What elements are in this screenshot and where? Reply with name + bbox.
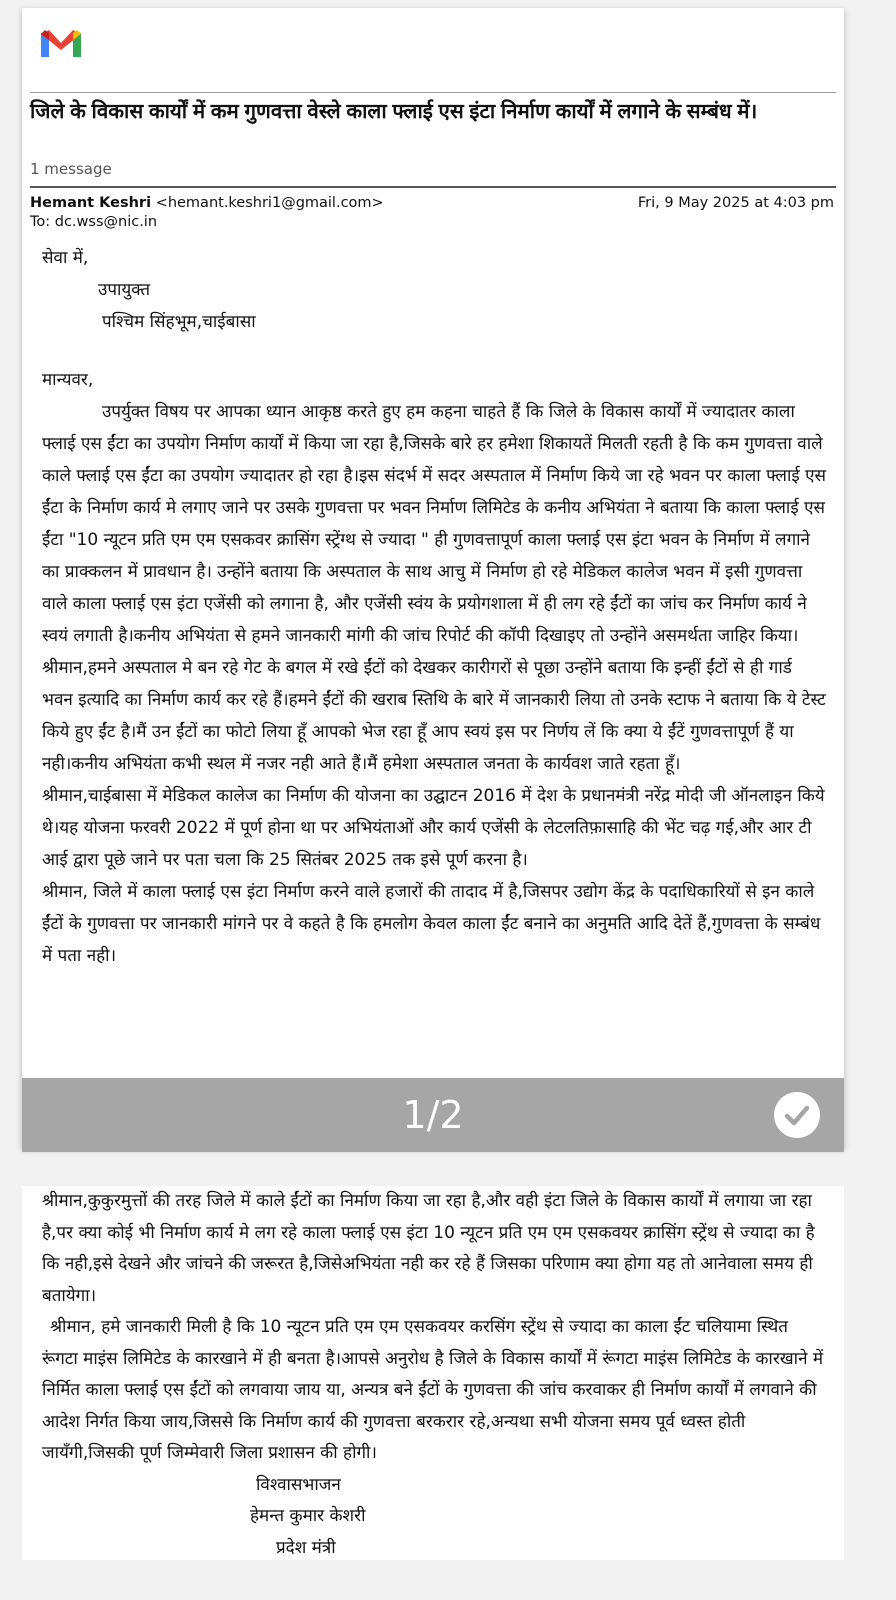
paragraph-3: श्रीमान,चाईबासा में मेडिकल कालेज का निर्माण की योजना का उद्घाटन 2016 में देश के प्रधानमंत्री नरेंद्र मोदी जी ऑनलाइन किये थे।यह योजना फरवरी 2022 में पूर्ण होना था पर अभियंताओं और कार्य एजेंसी के लेटलतिफ़ासाहि की भेंट चढ़ गई,और आर टी आई द्वारा पूछे जाने पर पता चला कि 25 सितंबर 2025 तक इसे पूर्ण करना है।: [42, 786, 825, 870]
closing: विश्वासभाजन: [256, 1474, 341, 1495]
greeting: मान्यवर,: [42, 370, 94, 390]
header-divider: [30, 92, 836, 93]
document-page-1: [22, 8, 844, 1148]
signer-name: हेमन्त कुमार केशरी: [250, 1506, 366, 1526]
paragraph-2: श्रीमान,हमने अस्पताल मे बन रहे गेट के बगल में रखे ईंटों को देखकर कारीगरों से पूछा उन्होंने बताया कि इन्हीं ईंटों से ही गार्ड भवन इत्यादि का निर्माण कार्य कर रहे हैं।हमने ईंटों की खराब स्तिथि के बारे में जानकारी लिया तो उनके स्टाफ ने बताया कि ये टेस्ट किये हुए ईंट है।मैं उन ईंटों का फोटो लिया हूँ आपको भेज रहा हूँ आप स्वयं इस पर निर्णय लें कि क्या ये ईंटें गुणवत्तापूर्ण हैं या नही।कनीय अभियंता कभी स्थल में नजर नही आते हैं।मैं हमेशा अस्पताल जनता के कार्यवश जाते रहता हूँ।: [42, 658, 826, 774]
page-indicator: 1/2: [402, 1093, 464, 1137]
paragraph-6: श्रीमान, हमे जानकारी मिली है कि 10 न्यूटन प्रति एम एम एसकवयर करसिंग स्ट्रेंथ से ज्यादा का काला ईंट चलियामा स्थित रूंगटा माइंस लिमिटेड के कारखाने में ही बनता है।आपसे अनुरोध है जिले के विकास कार्यों में रूंगटा माइंस लिमिटेड के कारखाने में निर्मित काला फ्लाई एस ईंटों को लगवाया जाय या, अन्यत्र बने ईंटों के गुणवत्ता की जांच करवाकर ही निर्माण कार्यों में लगवाने की आदेश निर्गत किया जाय,जिससे कि निर्माण कार्य की गुणवत्ता बरकरार रहे,अन्यथा सभी योजना समय पूर्व ध्वस्त होती जायँगी,जिसकी पूर्ण जिम्मेवारी जिला प्रशासन की होगी।: [42, 1317, 824, 1463]
recipient-line: To: dc.wss@nic.in: [30, 214, 158, 230]
message-count: 1 message: [30, 160, 112, 178]
document-page-2: [22, 1186, 844, 1560]
check-circle-icon[interactable]: [774, 1092, 820, 1138]
subject-divider: [30, 186, 836, 188]
page-indicator-bar: [22, 1078, 844, 1152]
gmail-logo-icon: [36, 18, 86, 68]
sender-line: [30, 195, 384, 211]
email-date: Fri, 9 May 2025 at 4:03 pm: [637, 195, 834, 211]
paragraph-1: उपर्युक्त विषय पर आपका ध्यान आकृष्ठ करते हुए हम कहना चाहते हैं कि जिले के विकास कार्यों में ज्यादातर काला फ्लाई एस ईंटा का उपयोग निर्माण कार्यों में किया जा रहा है,जिसके बारे हर हमेशा शिकायतें मिलती रहती है कि कम गुणवत्ता वाले काले फ्लाई एस ईंटा का उपयोग ज्यादातर हो रहा है।इस संदर्भ में सदर अस्पताल में निर्माण किये जा रहे भवन पर काला फ्लाई एस ईंटा के निर्माण कार्य मे लगाए जाने पर उसके गुणवत्ता पर भवन निर्माण लिमिटेड के कनीय अभियंता ने बताया कि काला फ्लाई एस ईंटा "10 न्यूटन प्रति एम एम एसकवर क्रासिंग स्ट्रेंग्थ से ज्यादा " ही गुणवत्तापूर्ण काला फ्लाई एस इंटा भवन के निर्माण में लगाने का प्राक्कलन में प्रावधान है। उन्होंने बताया कि अस्पताल के साथ आचु में निर्माण हो रहे मेडिकल कालेज भवन में इसी गुणवत्ता वाले काला फ्लाई एस इंटा एजेंसी को लगाना है, और एजेंसी स्वंय के प्रयोगशाला में ही लग रहे ईंटों का जांच कर निर्माण कार्य ने स्वयं लगाती है।कनीय अभियंता से हमने जानकारी मांगी की जांच रिपोर्ट की कॉपी दिखाइए तो उन्होंने असमर्थता जाहिर किया।: [42, 402, 827, 646]
paragraph-4: श्रीमान, जिले में काला फ्लाई एस इंटा निर्माण करने वाले हजारों की तादाद में है,जिसपर उद्योग केंद्र के पदाधिकारियों से इन काले ईंटों के गुणवत्ता पर जानकारी मांगने पर वे कहते है कि हमलोग केवल काला ईंट बनाने का अनुमति आदि देतें हैं,गुणवत्ता के सम्बंध में पता नही।: [42, 882, 821, 966]
recipient-title: उपायुक्त: [98, 280, 151, 300]
signer-title: प्रदेश मंत्री: [276, 1537, 336, 1558]
letter-body-page-2: [42, 1186, 826, 1564]
letter-body-page-1: [42, 242, 826, 972]
paragraph-5: श्रीमान,कुकुरमुत्तों की तरह जिले में काले ईंटों का निर्माण किया जा रहा है,और वही इंटा जिले के विकास कार्यों में लगाया जा रहा है,पर क्या कोई भी निर्माण कार्य मे लग रहे काला फ्लाई एस इंटा 10 न्यूटन प्रति एम एम एसकवयर क्रासिंग स्ट्रेंथ से ज्यादा का है कि नही,इसे देखने और जांचने की जरूरत है,जिसेअभियंता नही कर रहे हैं जिसका परिणाम क्या होगा यह तो आनेवाला समय ही बतायेगा।: [42, 1191, 815, 1306]
sender-name: Hemant Keshri: [30, 195, 152, 211]
salutation: सेवा में,: [42, 248, 89, 268]
email-subject: जिले के विकास कार्यों में कम गुणवत्ता वेस्ले काला फ्लाई एस इंटा निर्माण कार्यों में लगाने के सम्बंध में।: [30, 100, 758, 123]
recipient-place: पश्चिम सिंहभूम,चाईबासा: [102, 312, 256, 332]
sender-email[interactable]: <hemant.keshri1@gmail.com>: [155, 195, 384, 211]
